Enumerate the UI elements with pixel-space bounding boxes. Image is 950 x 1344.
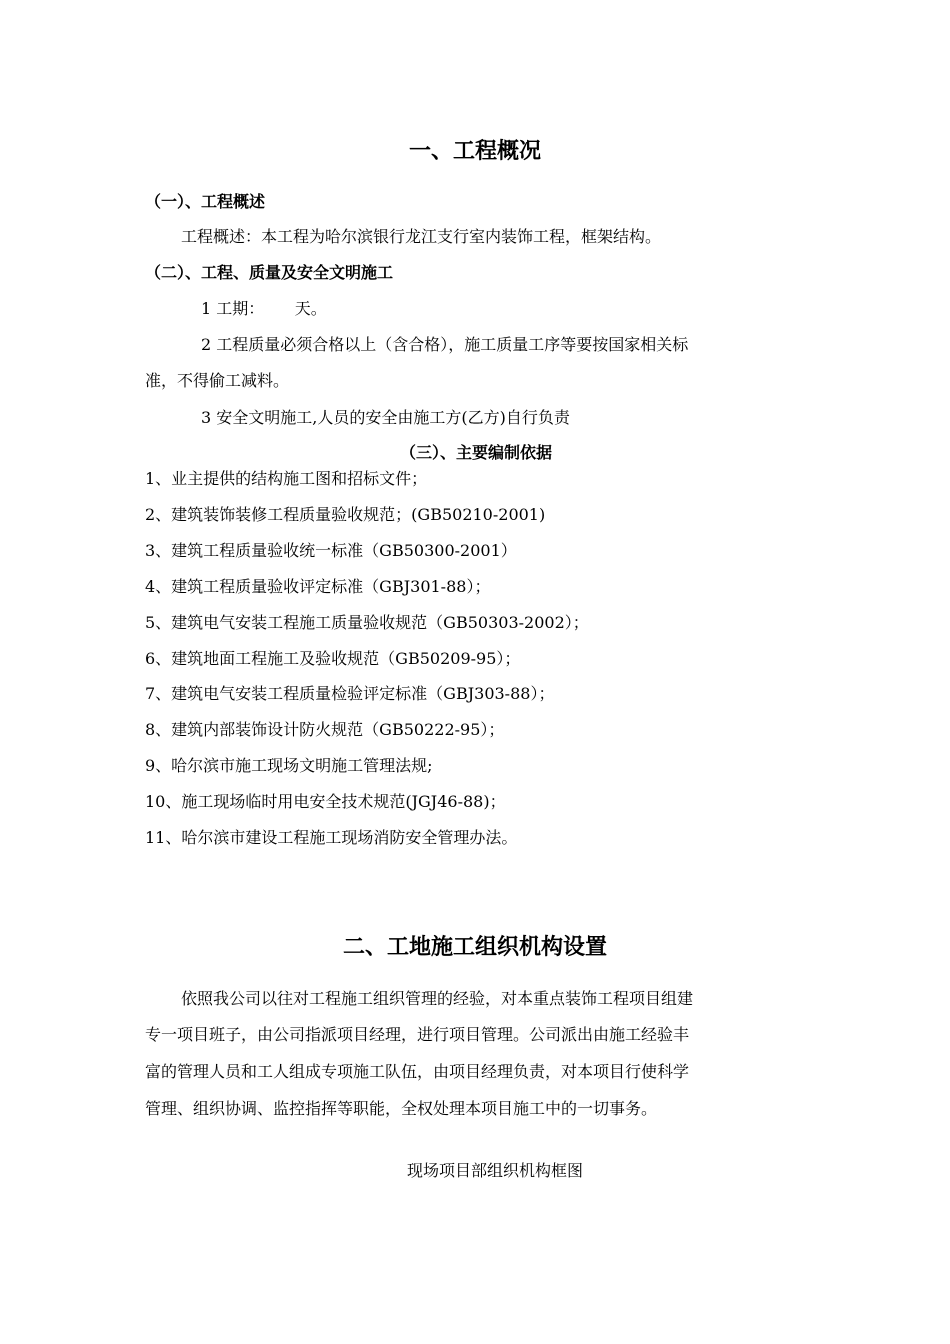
quality-item-line1: 2 工程质量必须合格以上（含合格），施工质量工序等要按国家相关标 xyxy=(201,335,689,354)
organization-paragraph-line: 管理、组织协调、监控指挥等职能，全权处理本项目施工中的一切事务。 xyxy=(145,1099,658,1118)
quality-item-line2: 准，不得偷工减料。 xyxy=(145,371,290,390)
basis-list-item: 9、哈尔滨市施工现场文明施工管理法规; xyxy=(145,756,433,775)
section2-title: 二、工地施工组织机构设置 xyxy=(342,935,607,960)
basis-list-item: 3、建筑工程质量验收统一标准（GB50300-2001） xyxy=(145,541,517,560)
basis-list-item: 10、施工现场临时用电安全技术规范(JGJ46-88)； xyxy=(145,792,506,811)
basis-list-item: 5、建筑电气安装工程施工质量验收规范（GB50303-2002）； xyxy=(145,613,589,632)
organization-paragraph-line: 依照我公司以往对工程施工组织管理的经验，对本重点装饰工程项目组建 xyxy=(181,989,694,1008)
basis-list-item: 6、建筑地面工程施工及验收规范（GB50209-95）； xyxy=(145,649,521,668)
basis-list-item: 11、哈尔滨市建设工程施工现场消防安全管理办法。 xyxy=(145,828,518,847)
organization-paragraph-line: 专一项目班子，由公司指派项目经理，进行项目管理。公司派出由施工经验丰 xyxy=(145,1025,690,1044)
safety-item: 3 安全文明施工,人员的安全由施工方(乙方)自行负责 xyxy=(201,408,570,427)
section1-title: 一、工程概况 xyxy=(408,139,541,164)
schedule-item: 1 工期： 天。 xyxy=(201,299,327,318)
basis-list-item: 2、建筑装饰装修工程质量验收规范；(GB50210-2001) xyxy=(145,505,546,524)
basis-list-item: 4、建筑工程质量验收评定标准（GBJ301-88）； xyxy=(145,577,491,596)
subsection2-heading: （二）、工程、质量及安全文明施工 xyxy=(145,263,394,282)
organization-paragraph-line: 富的管理人员和工人组成专项施工队伍，由项目经理负责，对本项目行使科学 xyxy=(145,1062,690,1081)
subsection1-heading: （一）、工程概述 xyxy=(145,192,266,211)
basis-list-item: 8、建筑内部装饰设计防火规范（GB50222-95）； xyxy=(145,720,505,739)
subsection3-heading: （三）、主要编制依据 xyxy=(400,443,553,462)
basis-list-item: 7、建筑电气安装工程质量检验评定标准（GBJ303-88）； xyxy=(145,684,555,703)
org-chart-caption: 现场项目部组织机构框图 xyxy=(406,1161,583,1180)
project-overview-text: 工程概述：本工程为哈尔滨银行龙江支行室内装饰工程，框架结构。 xyxy=(181,227,662,246)
basis-list-item: 1、业主提供的结构施工图和招标文件； xyxy=(145,469,428,488)
